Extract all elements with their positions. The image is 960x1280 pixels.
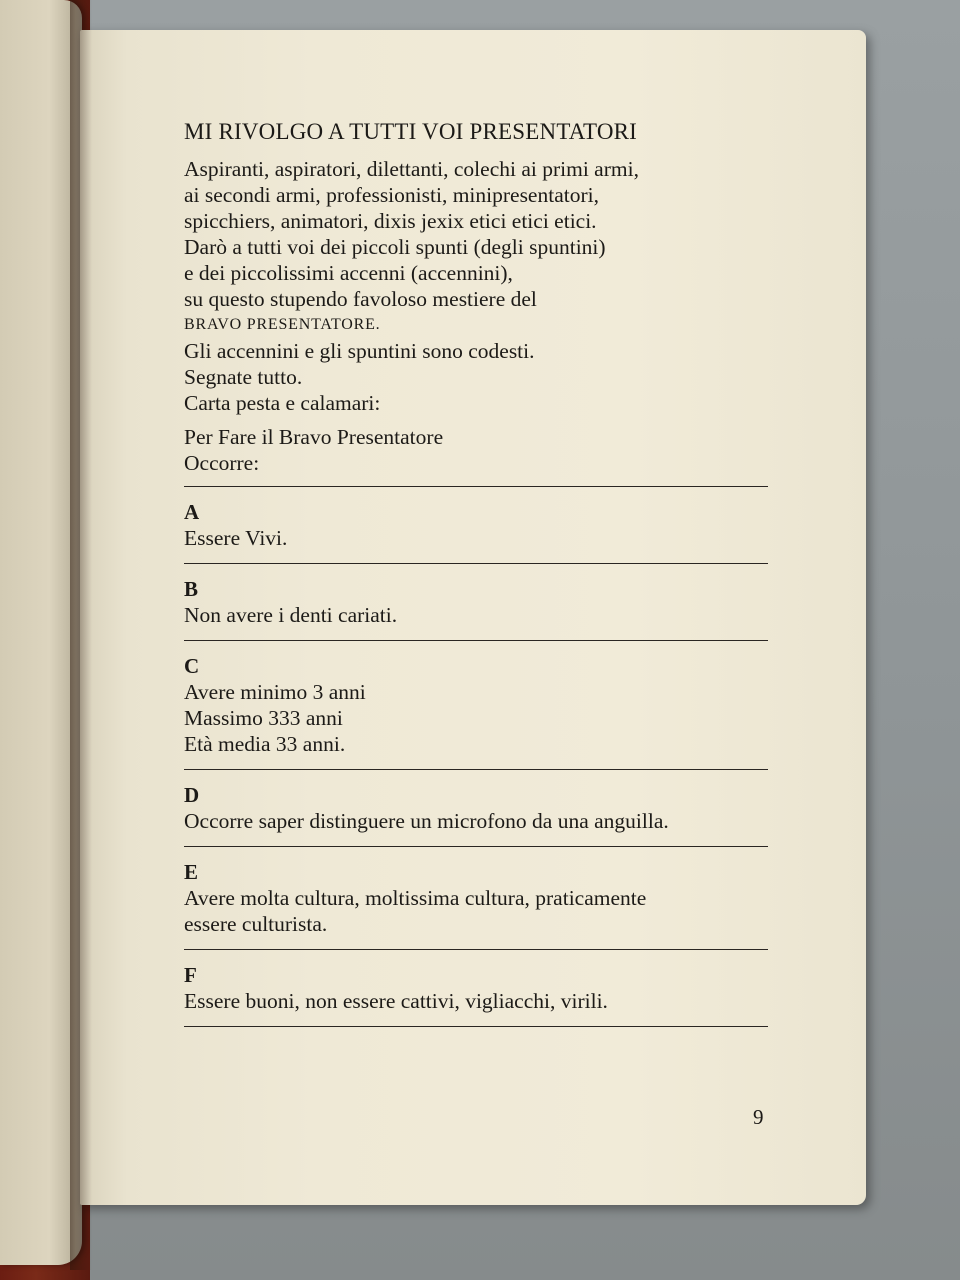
intro-line: Darò a tutti voi dei piccoli spunti (degli spuntini) bbox=[184, 235, 606, 259]
gutter-shadow bbox=[70, 0, 92, 1270]
lead-line: Per Fare il Bravo Presentatore bbox=[184, 425, 444, 449]
lead-line: Occorre: bbox=[184, 451, 260, 475]
item-text: Massimo 333 anni bbox=[184, 706, 343, 730]
item-text: Età media 33 anni. bbox=[184, 732, 346, 756]
requirement-item bbox=[184, 782, 768, 834]
intro-line: Aspiranti, aspiratori, dilettanti, colechi ai primi armi, bbox=[184, 157, 639, 181]
intro-line: Carta pesta e calamari: bbox=[184, 391, 381, 415]
divider-rule bbox=[184, 640, 768, 641]
item-text: Occorre saper distinguere un microfono da una anguilla. bbox=[184, 809, 669, 833]
item-letter: B bbox=[184, 577, 199, 601]
item-text: Essere Vivi. bbox=[184, 526, 288, 550]
smallcaps-line: BRAVO PRESENTATORE. bbox=[184, 316, 381, 333]
intro-line: e dei piccolissimi accenni (accennini), bbox=[184, 261, 513, 285]
divider-rule bbox=[184, 769, 768, 770]
item-text: Avere molta cultura, moltissima cultura, praticamente bbox=[184, 886, 647, 910]
item-letter: A bbox=[184, 500, 200, 524]
intro-line: spicchiers, animatori, dixis jexix etici etici etici. bbox=[184, 209, 597, 233]
intro-line: Segnate tutto. bbox=[184, 365, 303, 389]
divider-rule bbox=[184, 1026, 768, 1027]
item-letter: F bbox=[184, 963, 197, 987]
page-title: MI RIVOLGO A TUTTI VOI PRESENTATORI bbox=[184, 119, 638, 144]
item-text: essere culturista. bbox=[184, 912, 328, 936]
divider-rule bbox=[184, 846, 768, 847]
intro-line: Gli accennini e gli spuntini sono codesti. bbox=[184, 339, 535, 363]
requirement-item bbox=[184, 859, 768, 937]
page-content bbox=[184, 118, 768, 1027]
requirement-item bbox=[184, 499, 768, 551]
item-text: Essere buoni, non essere cattivi, vigliacchi, virili. bbox=[184, 989, 608, 1013]
intro-paragraph bbox=[184, 156, 768, 416]
divider-rule bbox=[184, 563, 768, 564]
intro-line: ai secondi armi, professionisti, minipresentatori, bbox=[184, 183, 599, 207]
item-letter: C bbox=[184, 654, 200, 678]
lead-paragraph bbox=[184, 424, 768, 476]
requirement-item bbox=[184, 576, 768, 628]
item-text: Avere minimo 3 anni bbox=[184, 680, 366, 704]
requirement-item bbox=[184, 962, 768, 1014]
book-page bbox=[80, 30, 866, 1205]
intro-line: su questo stupendo favoloso mestiere del bbox=[184, 287, 537, 311]
item-text: Non avere i denti cariati. bbox=[184, 603, 398, 627]
item-letter: E bbox=[184, 860, 199, 884]
requirement-item bbox=[184, 653, 768, 757]
item-letter: D bbox=[184, 783, 200, 807]
divider-rule bbox=[184, 949, 768, 950]
divider-rule bbox=[184, 486, 768, 487]
page-number: 9 bbox=[753, 1105, 764, 1129]
